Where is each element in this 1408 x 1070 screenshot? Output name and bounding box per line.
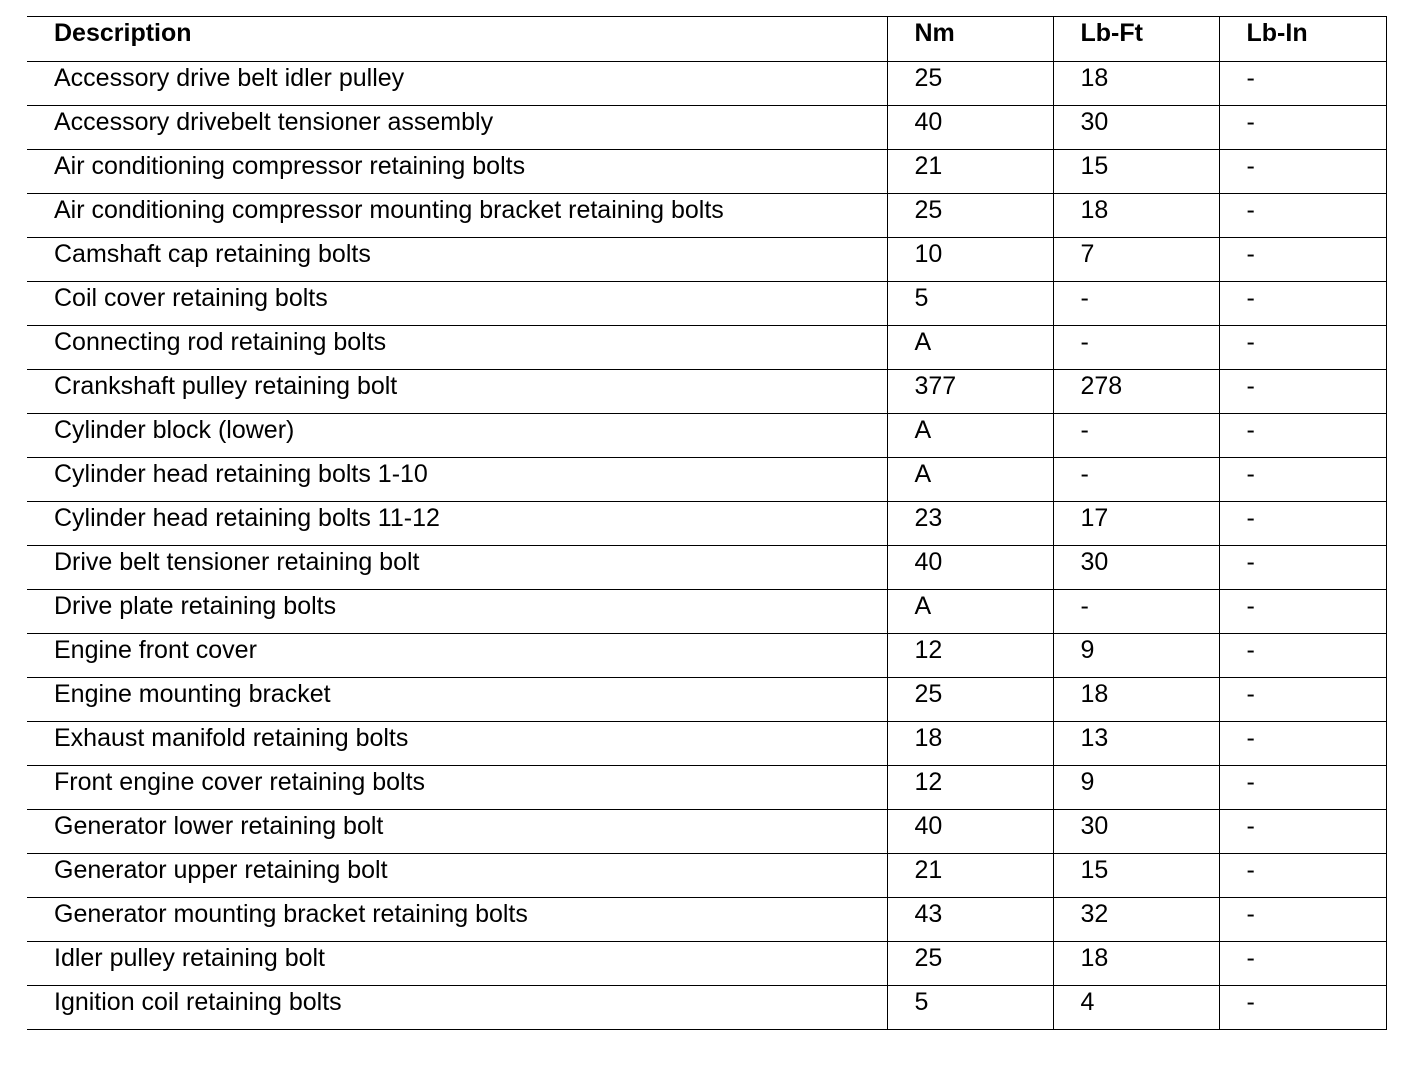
cell-lb-in: - [1219,634,1386,678]
cell-lb-ft: 4 [1053,986,1219,1030]
cell-nm: 12 [887,634,1053,678]
cell-lb-ft: 15 [1053,854,1219,898]
cell-description: Exhaust manifold retaining bolts [27,722,887,766]
table-header-row [27,17,1386,62]
cell-lb-in: - [1219,546,1386,590]
table-row [27,766,1386,810]
table-row [27,458,1386,502]
cell-description: Crankshaft pulley retaining bolt [27,370,887,414]
cell-description: Generator upper retaining bolt [27,854,887,898]
cell-lb-ft: 18 [1053,942,1219,986]
cell-lb-in: - [1219,106,1386,150]
table-row [27,414,1386,458]
table-row [27,106,1386,150]
cell-lb-ft: 30 [1053,106,1219,150]
cell-lb-ft: 30 [1053,546,1219,590]
table-row [27,282,1386,326]
cell-description: Idler pulley retaining bolt [27,942,887,986]
cell-lb-in: - [1219,986,1386,1030]
cell-nm: A [887,458,1053,502]
cell-lb-in: - [1219,370,1386,414]
cell-lb-ft: 30 [1053,810,1219,854]
cell-lb-ft: 15 [1053,150,1219,194]
table-row [27,546,1386,590]
cell-description: Ignition coil retaining bolts [27,986,887,1030]
cell-lb-ft: 9 [1053,766,1219,810]
table-row [27,810,1386,854]
table-row [27,854,1386,898]
column-header-nm: Nm [887,17,1053,62]
cell-nm: 21 [887,854,1053,898]
cell-lb-ft: 18 [1053,62,1219,106]
cell-lb-ft: - [1053,590,1219,634]
cell-nm: 40 [887,810,1053,854]
cell-nm: 10 [887,238,1053,282]
cell-description: Generator mounting bracket retaining bolts [27,898,887,942]
table-row [27,502,1386,546]
cell-lb-ft: 13 [1053,722,1219,766]
cell-lb-in: - [1219,282,1386,326]
cell-lb-in: - [1219,238,1386,282]
cell-nm: 40 [887,546,1053,590]
table-row [27,634,1386,678]
cell-nm: 21 [887,150,1053,194]
cell-description: Air conditioning compressor mounting bracket retaining bolts [27,194,887,238]
cell-nm: 18 [887,722,1053,766]
cell-description: Accessory drive belt idler pulley [27,62,887,106]
cell-description: Front engine cover retaining bolts [27,766,887,810]
cell-lb-in: - [1219,326,1386,370]
table-row [27,194,1386,238]
cell-description: Engine front cover [27,634,887,678]
table-row [27,942,1386,986]
cell-lb-in: - [1219,722,1386,766]
torque-spec-table [27,16,1387,1030]
table-row [27,62,1386,106]
cell-lb-in: - [1219,766,1386,810]
table-row [27,590,1386,634]
cell-description: Cylinder head retaining bolts 11-12 [27,502,887,546]
cell-nm: 40 [887,106,1053,150]
cell-nm: 5 [887,986,1053,1030]
column-header-lb-in: Lb-In [1219,17,1386,62]
table-row [27,986,1386,1030]
cell-lb-ft: 9 [1053,634,1219,678]
cell-nm: 25 [887,62,1053,106]
cell-nm: 377 [887,370,1053,414]
cell-description: Cylinder block (lower) [27,414,887,458]
cell-lb-ft: 18 [1053,194,1219,238]
cell-lb-ft: 17 [1053,502,1219,546]
cell-nm: 25 [887,194,1053,238]
cell-nm: 23 [887,502,1053,546]
cell-nm: A [887,326,1053,370]
cell-description: Connecting rod retaining bolts [27,326,887,370]
cell-lb-ft: 32 [1053,898,1219,942]
cell-lb-in: - [1219,62,1386,106]
cell-lb-in: - [1219,502,1386,546]
table-row [27,898,1386,942]
table-row [27,678,1386,722]
cell-lb-ft: 18 [1053,678,1219,722]
cell-nm: A [887,590,1053,634]
cell-lb-in: - [1219,194,1386,238]
cell-lb-in: - [1219,810,1386,854]
cell-description: Accessory drivebelt tensioner assembly [27,106,887,150]
table-row [27,150,1386,194]
cell-nm: A [887,414,1053,458]
cell-description: Drive belt tensioner retaining bolt [27,546,887,590]
cell-lb-ft: - [1053,282,1219,326]
cell-nm: 5 [887,282,1053,326]
cell-nm: 43 [887,898,1053,942]
cell-lb-ft: 7 [1053,238,1219,282]
cell-lb-in: - [1219,414,1386,458]
cell-lb-in: - [1219,942,1386,986]
cell-nm: 25 [887,678,1053,722]
table-row [27,722,1386,766]
cell-lb-in: - [1219,678,1386,722]
cell-description: Drive plate retaining bolts [27,590,887,634]
column-header-lb-ft: Lb-Ft [1053,17,1219,62]
table-body [27,62,1386,1030]
cell-lb-ft: - [1053,458,1219,502]
cell-lb-in: - [1219,458,1386,502]
cell-description: Air conditioning compressor retaining bolts [27,150,887,194]
cell-lb-in: - [1219,150,1386,194]
cell-description: Engine mounting bracket [27,678,887,722]
cell-lb-ft: - [1053,414,1219,458]
table-row [27,370,1386,414]
cell-lb-in: - [1219,898,1386,942]
cell-nm: 12 [887,766,1053,810]
column-header-description: Description [27,17,887,62]
cell-description: Coil cover retaining bolts [27,282,887,326]
cell-lb-in: - [1219,854,1386,898]
cell-lb-in: - [1219,590,1386,634]
table-row [27,326,1386,370]
cell-nm: 25 [887,942,1053,986]
cell-description: Generator lower retaining bolt [27,810,887,854]
cell-lb-ft: 278 [1053,370,1219,414]
cell-description: Camshaft cap retaining bolts [27,238,887,282]
cell-description: Cylinder head retaining bolts 1-10 [27,458,887,502]
table-row [27,238,1386,282]
cell-lb-ft: - [1053,326,1219,370]
